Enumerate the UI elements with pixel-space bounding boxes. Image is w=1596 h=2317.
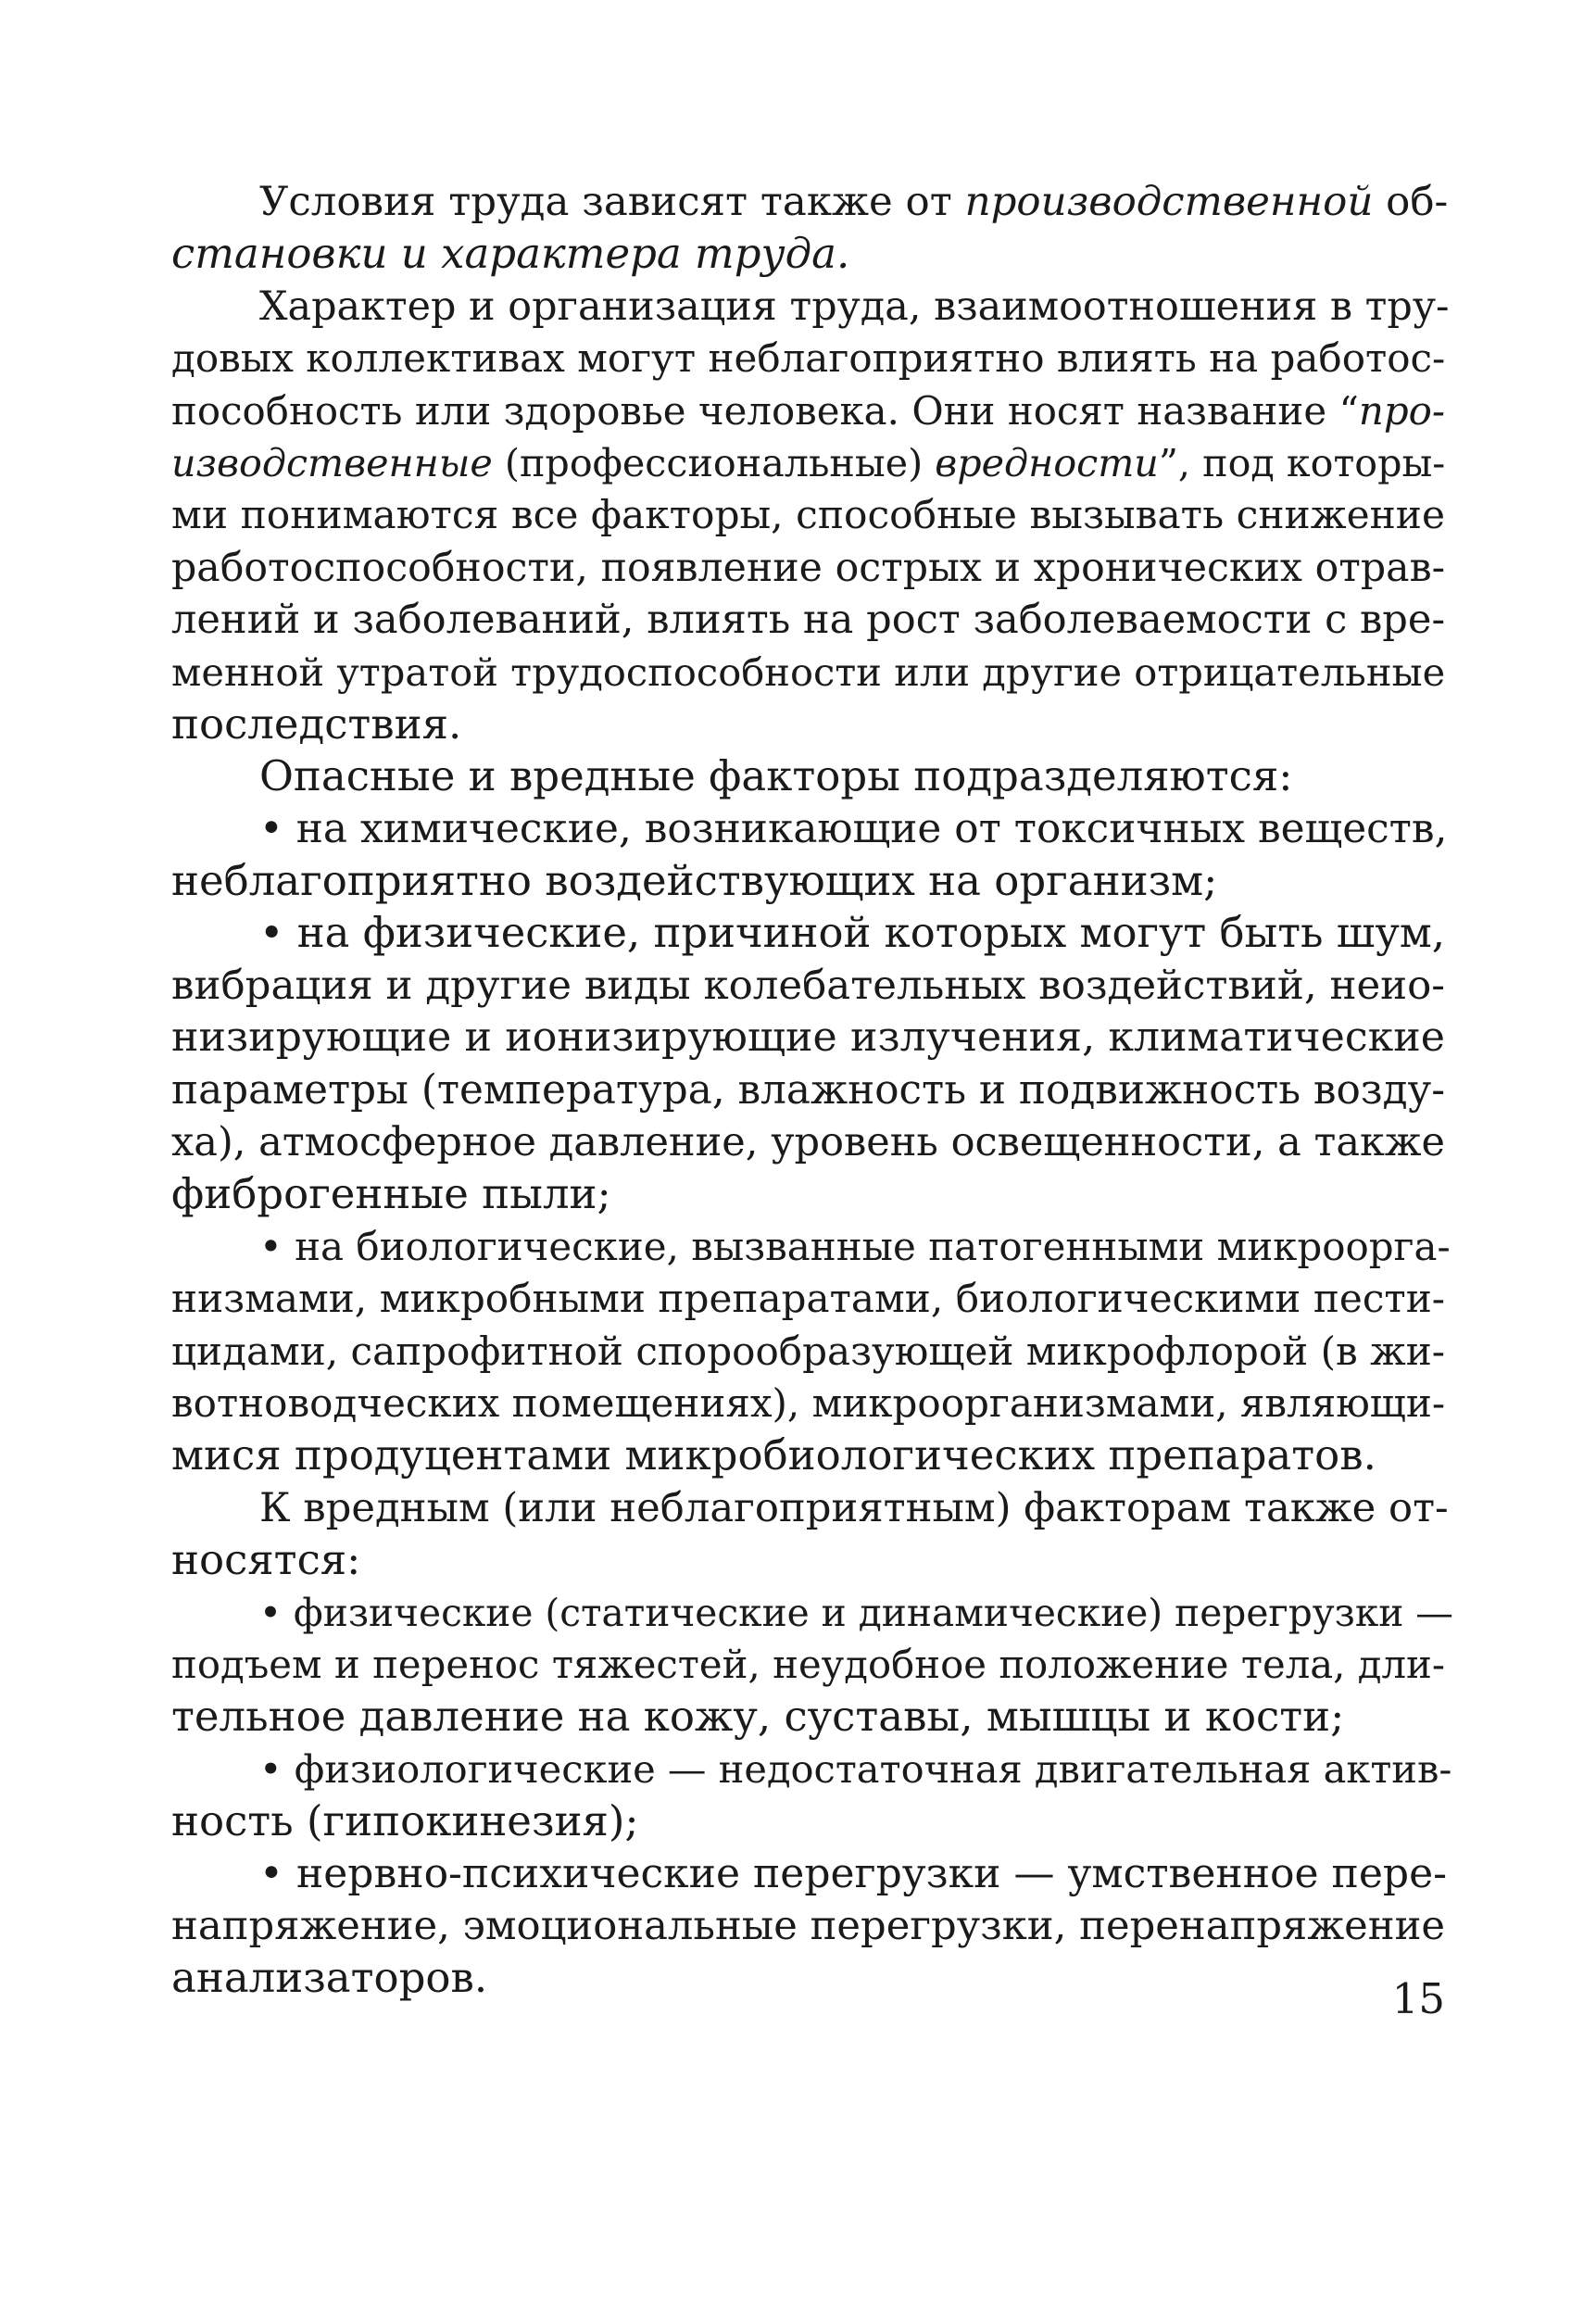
text-line (171, 385, 1445, 437)
text-span: ми понимаются все факторы, способные вызывать снижение (171, 492, 1445, 538)
text-line (171, 699, 1445, 750)
text-span: об- (1373, 179, 1449, 225)
italic-text-span: вредности (935, 440, 1159, 485)
text-span: • нервно-психические перегрузки — умственное пере- (259, 1849, 1447, 1897)
text-line (171, 281, 1450, 333)
text-line (171, 1744, 1452, 1795)
text-line (171, 1952, 1445, 2004)
text-line (171, 750, 1445, 802)
text-line (171, 1482, 1449, 1534)
text-line (171, 228, 1445, 280)
text-line (171, 803, 1448, 855)
text-span: вибрация и другие виды колебательных воздействий, неио- (171, 962, 1445, 1009)
page-body-text (171, 176, 1453, 2005)
text-line (171, 1378, 1445, 1429)
text-span: работоспособности, появление острых и хронических отрав- (171, 544, 1445, 591)
text-span: цидами, сапрофитной спорообразующей микрофлорой (в жи- (171, 1328, 1445, 1374)
text-line (171, 647, 1445, 699)
text-span: низирующие и ионизирующие излучения, климатические (171, 1014, 1445, 1062)
text-span: лений и заболеваний, влиять на рост заболеваемости с вре- (171, 597, 1446, 644)
text-line (171, 1900, 1445, 1952)
text-span: менной утратой трудоспособности или другие отрицательные (171, 649, 1446, 695)
text-span: К вредным (или неблагоприятным) факторам также от- (259, 1484, 1449, 1531)
text-span: тельное давление на кожу, суставы, мышцы и кости; (171, 1692, 1345, 1742)
text-line (171, 855, 1445, 907)
italic-text-span: становки и характера труда. (171, 229, 850, 279)
text-line (171, 960, 1445, 1012)
text-span: фиброгенные пыли; (171, 1169, 611, 1219)
text-span: • на химические, возникающие от токсичных веществ, (259, 804, 1448, 852)
page-number: 15 (1391, 1974, 1445, 2023)
italic-text-span: изводственные (171, 440, 493, 485)
text-line (171, 1639, 1445, 1691)
text-line (171, 176, 1449, 228)
text-line (171, 1012, 1445, 1064)
text-span: (профессиональные) (492, 440, 936, 485)
text-line (171, 1168, 1445, 1220)
text-span: мися продуцентами микробиологических препаратов. (171, 1430, 1376, 1480)
text-line (171, 1326, 1445, 1378)
text-span: • физические (статические и динамические) перегрузки — (259, 1590, 1453, 1635)
text-span: • на биологические, вызванные патогенными микроорга- (259, 1223, 1451, 1269)
text-span: напряжение, эмоциональные перегрузки, перенапряжение (171, 1902, 1446, 1949)
text-span: пособность или здоровье человека. Они носят название “ (171, 387, 1359, 434)
text-line (171, 1534, 1445, 1586)
text-span: • физиологические — недостаточная двигательная актив- (259, 1745, 1452, 1792)
text-line (171, 1691, 1445, 1743)
text-line (171, 1795, 1445, 1847)
text-line (171, 907, 1445, 959)
text-line (171, 1429, 1445, 1481)
text-span: неблагоприятно воздействующих на организм; (171, 856, 1218, 906)
text-line (171, 1221, 1451, 1273)
text-line (171, 1273, 1445, 1325)
text-span: ха), атмосферное давление, уровень освещенности, а также (171, 1119, 1445, 1166)
text-span: последствия. (171, 699, 462, 749)
text-span: носятся: (171, 1535, 361, 1585)
text-line (171, 333, 1445, 384)
text-line (171, 1064, 1445, 1116)
italic-text-span: про- (1358, 387, 1445, 434)
text-line (171, 489, 1445, 541)
text-span: параметры (температура, влажность и подвижность возду- (171, 1065, 1445, 1114)
text-span: вотноводческих помещениях), микроорганизмами, являющи- (171, 1379, 1446, 1426)
text-span: подъем и перенос тяжестей, неудобное положение тела, дли- (171, 1641, 1445, 1687)
text-span: довых коллективах могут неблагоприятно влиять на работос- (171, 335, 1446, 382)
text-line (171, 1116, 1445, 1168)
text-span: ность (гипокинезия); (171, 1796, 639, 1846)
text-line (171, 1587, 1453, 1639)
text-line (171, 437, 1445, 489)
text-span: Условия труда зависят также от (259, 179, 965, 225)
italic-text-span: производственной (964, 179, 1374, 225)
text-span: Характер и организация труда, взаимоотношения в тру- (259, 283, 1450, 330)
text-span: анализаторов. (171, 1953, 488, 2003)
text-line (171, 1848, 1445, 1900)
text-span: ”, под которы- (1158, 440, 1446, 485)
text-span: • на физические, причиной которых могут быть шум, (259, 908, 1445, 958)
text-line (171, 542, 1445, 594)
text-span: Опасные и вредные факторы подразделяются: (259, 751, 1293, 801)
text-span: низмами, микробными препаратами, биологическими пести- (171, 1276, 1445, 1322)
text-line (171, 594, 1445, 646)
